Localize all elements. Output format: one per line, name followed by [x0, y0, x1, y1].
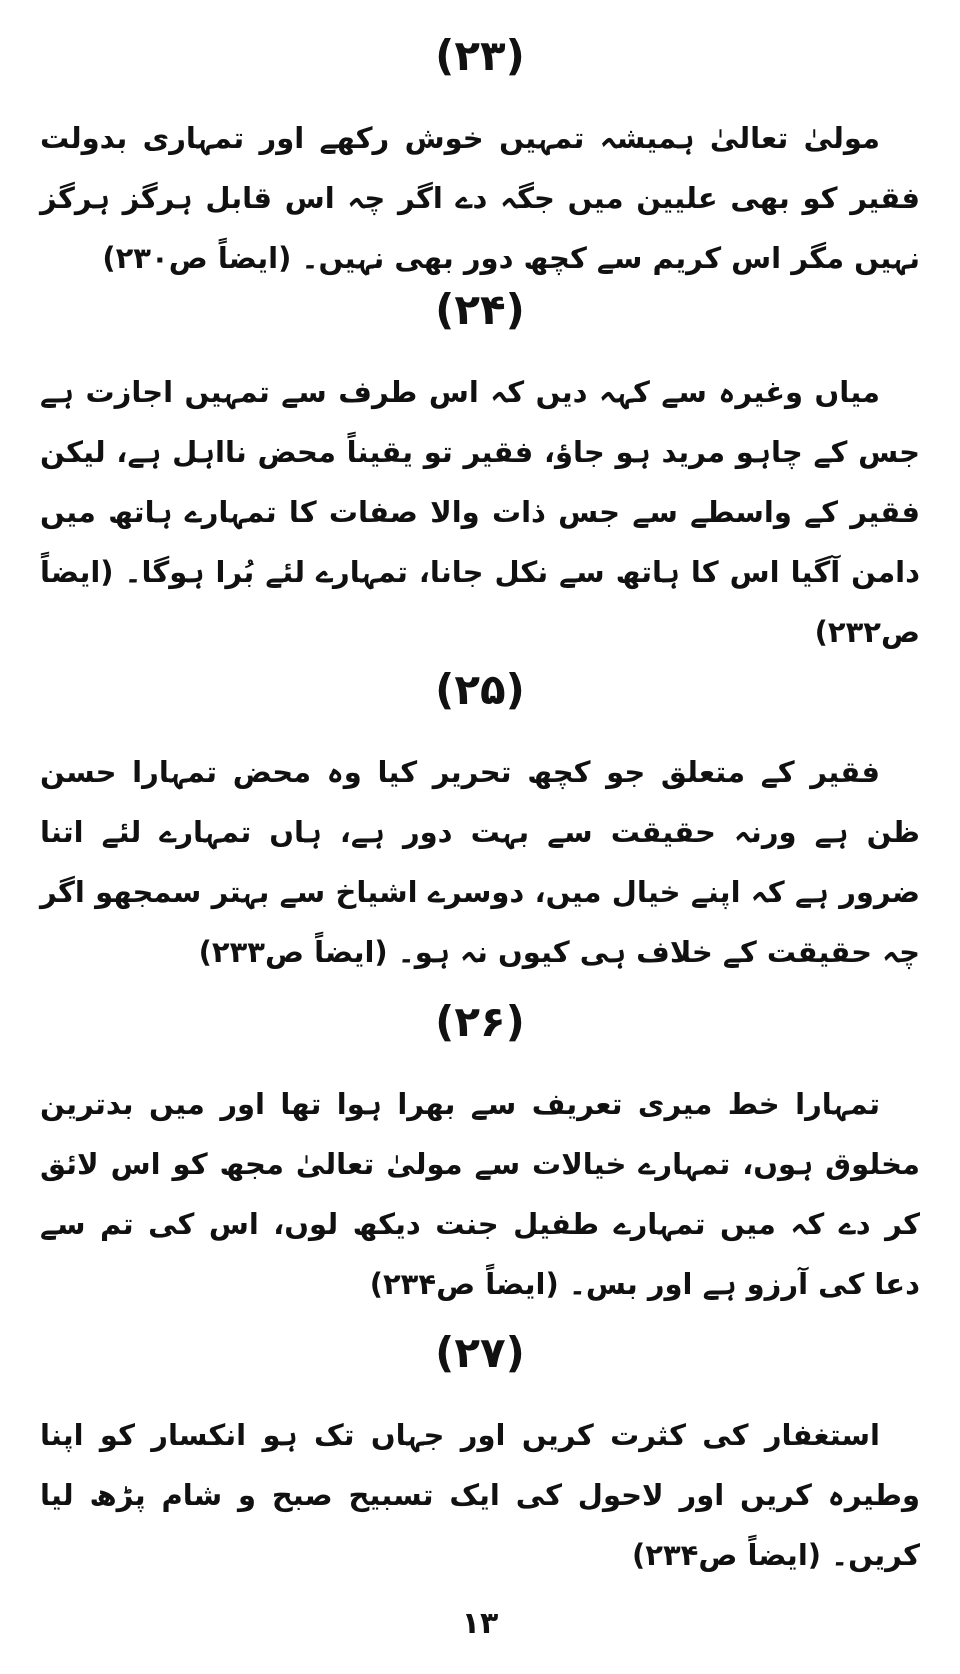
section-text: تمہارا خط میری تعریف سے بھرا ہوا تھا اور میں بدترین مخلوق ہوں، تمہارے خیالات سے مولیٰ تعالیٰ مجھ کو اس لائق کر دے کہ میں تمہارے طفیل جنت دیکھ لوں، اس کی تم سے دعا کی آرزو ہے اور بس۔ (ایضاً ص۲۳۴) [40, 1087, 920, 1301]
section-text: مولیٰ تعالیٰ ہمیشہ تمہیں خوش رکھے اور تمہاری بدولت فقیر کو بھی علیین میں جگہ دے اگر چہ اس قابل ہرگز ہرگز نہیں مگر اس کریم سے کچھ دور بھی نہیں۔ (ایضاً ص۲۳۰) [40, 121, 920, 275]
section-23 [40, 28, 920, 288]
section-text: استغفار کی کثرت کریں اور جہاں تک ہو انکسار کو اپنا وطیرہ کریں اور لاحول کی ایک تسبیح صبح و شام پڑھ لیا کریں۔ (ایضاً ص۲۳۴) [40, 1418, 920, 1572]
section-text: میاں وغیرہ سے کہہ دیں کہ اس طرف سے تمہیں اجازت ہے جس کے چاہو مرید ہو جاؤ، فقیر تو یقیناً محض نااہل ہے، لیکن فقیر کے واسطے سے جس ذات والا صفات کا تمہارے ہاتھ میں دامن آگیا اس کا ہاتھ سے نکل جانا، تمہارے لئے بُرا ہوگا۔ (ایضاً ص۲۳۲) [40, 375, 920, 649]
section-number: (۲۷) [435, 1328, 525, 1377]
section-27 [40, 1325, 920, 1585]
section-number: (۲۴) [435, 285, 525, 334]
section-number: (۲۳) [435, 31, 525, 80]
section-number: (۲۶) [435, 997, 525, 1046]
section-text: فقیر کے متعلق جو کچھ تحریر کیا وہ محض تمہارا حسن ظن ہے ورنہ حقیقت سے بہت دور ہے، ہاں تمہارے لئے اتنا ضرور ہے کہ اپنے خیال میں، دوسرے اشیاخ سے بہتر سمجھو اگر چہ حقیقت کے خلاف ہی کیوں نہ ہو۔ (ایضاً ص۲۳۳) [40, 755, 920, 969]
section-25 [40, 662, 920, 982]
section-number: (۲۵) [435, 665, 525, 714]
section-24 [40, 282, 920, 662]
section-26 [40, 994, 920, 1314]
page-number: ۱۳ [461, 1606, 499, 1641]
